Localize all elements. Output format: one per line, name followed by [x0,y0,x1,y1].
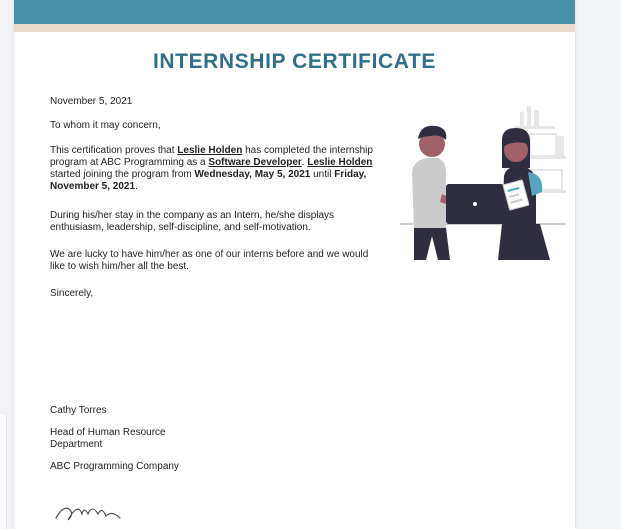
side-panel-edge [0,415,7,529]
signer-name: Cathy Torres [50,405,107,416]
shelf-book [534,110,539,126]
shelf-book [520,112,524,126]
certificate-date: November 5, 2021 [50,96,133,107]
laptop-logo-icon [473,202,477,206]
pants [414,228,450,260]
two-people-with-laptop-illustration [380,84,566,280]
shelf-book [556,136,564,158]
header-sub-band [14,24,575,32]
start-date: Wednesday, May 5, 2021 [194,169,311,180]
certificate-page [14,0,575,529]
para1-text-4: started joining the program from [50,169,195,180]
closing: Sincerely, [50,288,94,299]
wishes-paragraph: We are lucky to have him/her as one of our interns before and we would like to wish him/her all the best. [50,249,369,272]
conduct-paragraph: During his/her stay in the company as an Intern, he/she displays enthusiasm, leadership, self-discipline, and self-motivation. [50,210,335,233]
intern-name-repeat: Leslie Holden [307,157,373,168]
picture-frame [530,134,556,156]
handwritten-signature [52,492,132,526]
salutation: To whom it may concern, [50,120,161,131]
certificate-title: INTERNSHIP CERTIFICATE [152,50,437,73]
header-band [14,0,575,24]
signer-title: Head of Human Resource Department [50,427,166,450]
para1-text-2: has completed the internship program at ABC Programming as a [50,145,373,168]
para1-text-6: . [135,181,138,192]
skirt [498,224,550,260]
signature-stroke [56,508,120,520]
shelf-book [527,106,531,126]
end-date: Friday, November 5, 2021 [50,169,367,192]
laptop [446,184,504,224]
para1-text-1: This certification proves that [50,145,178,156]
para1-text-5: until [310,169,335,180]
shirt [412,158,446,228]
certification-paragraph [50,145,380,193]
position: Software Developer [208,157,302,168]
intern-name: Leslie Holden [177,145,243,156]
right-person [498,128,550,260]
company-name: ABC Programming Company [50,461,179,472]
para1-text-3: . [301,157,308,168]
